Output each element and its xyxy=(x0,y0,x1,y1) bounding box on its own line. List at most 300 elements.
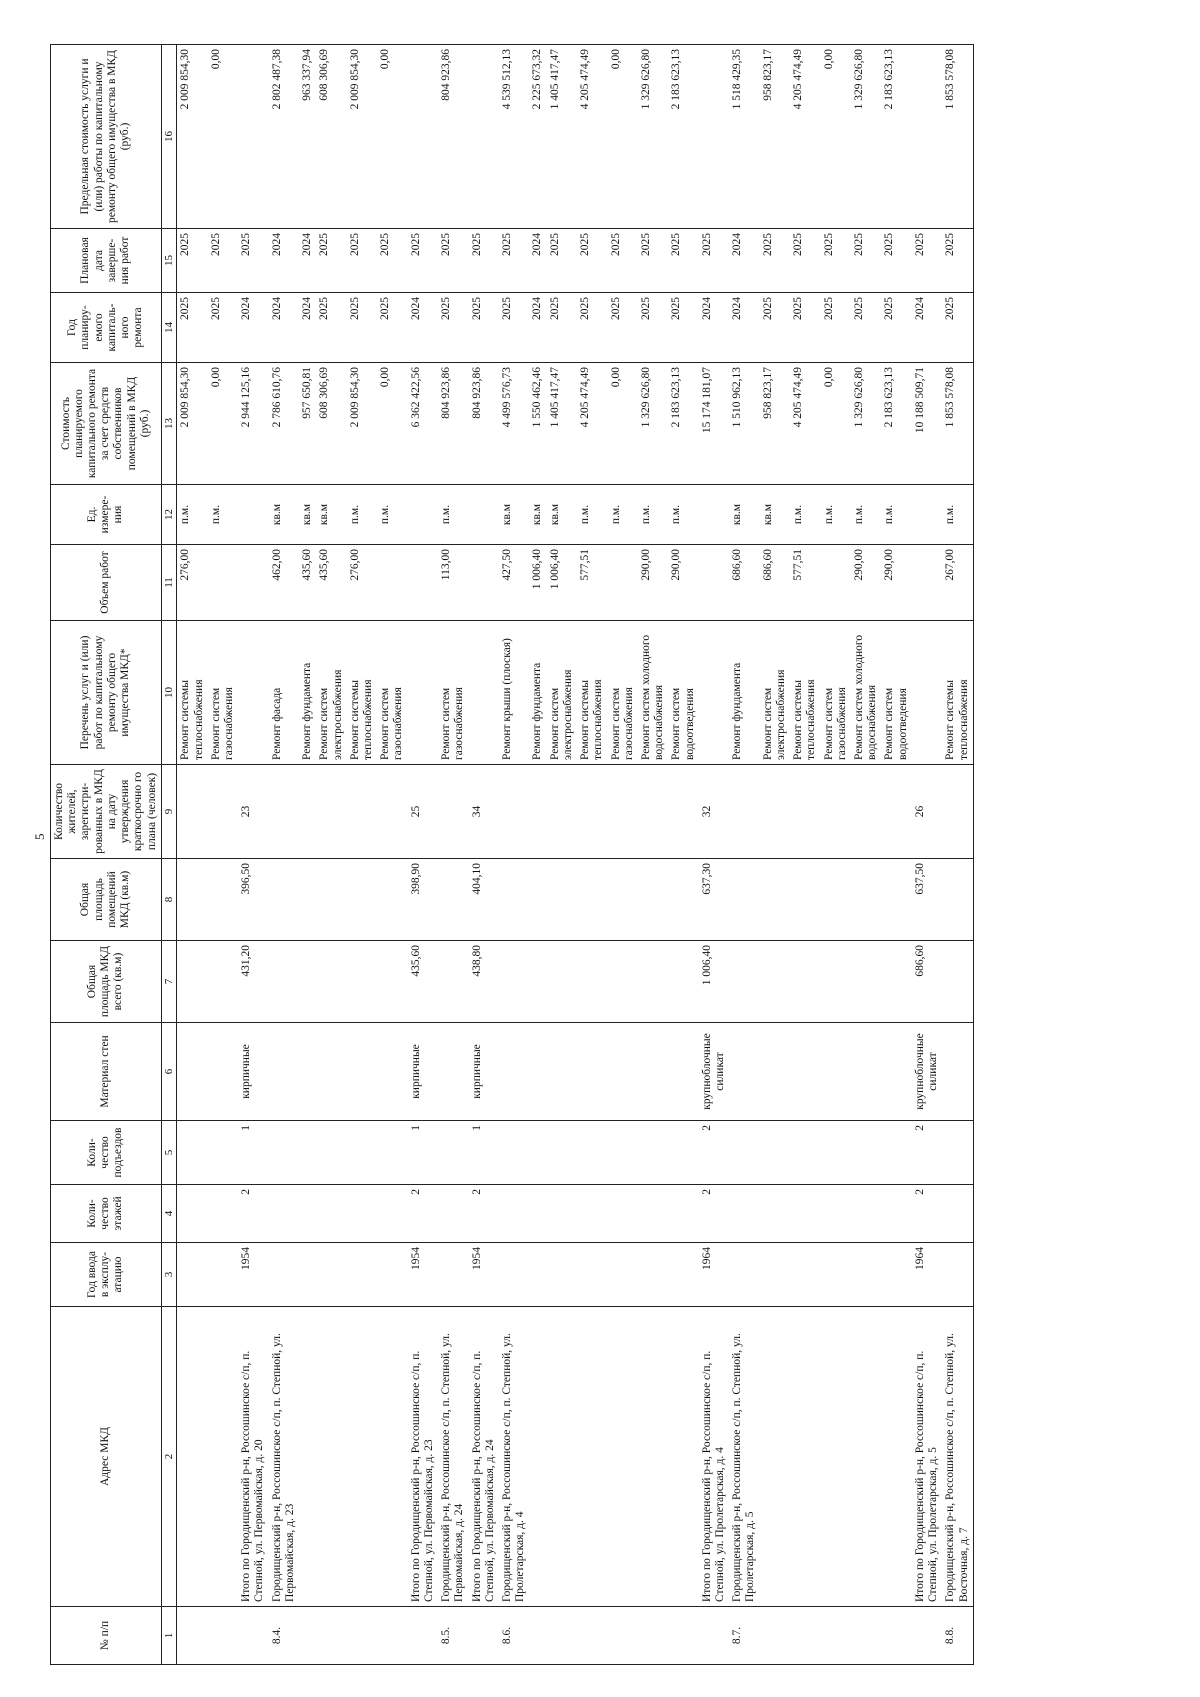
table-cell: 0,00 xyxy=(821,45,851,229)
table-cell xyxy=(577,1023,607,1121)
column-number: 3 xyxy=(161,1243,177,1307)
table-cell xyxy=(851,1185,881,1243)
table-cell: п.м. xyxy=(208,485,238,545)
table-cell: Ремонт систем водоотведения xyxy=(881,621,911,765)
table-cell xyxy=(299,1121,316,1185)
table-row-total xyxy=(699,45,729,1665)
table-row xyxy=(438,45,468,1665)
column-header: Стоимость планируемого капитального ремонта за счет средств собственников помещений в МКД (руб.) xyxy=(51,363,162,485)
table-cell: 1 006,40 xyxy=(547,545,577,621)
table-cell: Ремонт системы теплоснабжения xyxy=(790,621,820,765)
repair-plan-table xyxy=(50,44,974,1665)
table-cell xyxy=(608,1121,638,1185)
table-cell xyxy=(269,1023,299,1121)
table-cell xyxy=(790,1607,820,1665)
table-cell: 1 853 578,08 xyxy=(942,45,973,229)
table-cell xyxy=(316,1185,346,1243)
table-row xyxy=(499,45,529,1665)
table-cell xyxy=(177,859,208,941)
table-cell: 2 xyxy=(238,1185,268,1243)
table-cell xyxy=(760,941,790,1023)
table-cell xyxy=(547,1023,577,1121)
table-cell: 1 405 417,47 xyxy=(547,45,577,229)
table-cell xyxy=(408,485,438,545)
table-cell: 2 009 854,30 xyxy=(347,363,377,485)
table-cell xyxy=(638,1243,668,1307)
table-cell xyxy=(821,859,851,941)
table-cell xyxy=(299,1185,316,1243)
table-cell xyxy=(760,1307,790,1607)
table-cell: кв.м xyxy=(760,485,790,545)
table-cell xyxy=(821,1307,851,1607)
table-cell: 2025 xyxy=(942,229,973,293)
table-cell xyxy=(881,941,911,1023)
table-cell xyxy=(269,1121,299,1185)
table-cell xyxy=(299,859,316,941)
column-number: 4 xyxy=(161,1185,177,1243)
table-cell: 1 xyxy=(238,1121,268,1185)
table-cell xyxy=(299,765,316,859)
table-cell: 686,60 xyxy=(760,545,790,621)
table-cell: 2025 xyxy=(469,293,499,363)
table-cell xyxy=(408,621,438,765)
column-header: Объем работ xyxy=(51,545,162,621)
column-number-row xyxy=(161,45,177,1665)
table-cell: 2024 xyxy=(729,229,759,293)
table-cell xyxy=(238,621,268,765)
table-cell xyxy=(529,1243,546,1307)
table-cell: Ремонт фундамента xyxy=(729,621,759,765)
table-cell: 2 xyxy=(699,1185,729,1243)
table-cell xyxy=(377,1307,407,1607)
table-cell: 0,00 xyxy=(377,363,407,485)
column-number: 7 xyxy=(161,941,177,1023)
table-cell: Ремонт систем газоснабжения xyxy=(208,621,238,765)
table-cell: Ремонт систем газоснабжения xyxy=(608,621,638,765)
table-cell xyxy=(790,1023,820,1121)
table-cell: п.м. xyxy=(821,485,851,545)
table-cell xyxy=(851,1607,881,1665)
table-cell: 2025 xyxy=(547,229,577,293)
table-cell: 1 329 626,80 xyxy=(851,363,881,485)
table-cell xyxy=(529,765,546,859)
table-cell xyxy=(438,1185,468,1243)
table-cell xyxy=(790,1121,820,1185)
table-cell xyxy=(299,1607,316,1665)
table-cell: п.м. xyxy=(668,485,698,545)
table-cell: Городищенский р-н, Россошинское с/п, п. Степной, ул. Первомайская, д. 24 xyxy=(438,1307,468,1607)
table-cell: 0,00 xyxy=(821,363,851,485)
table-cell xyxy=(438,1121,468,1185)
table-cell xyxy=(347,1307,377,1607)
table-cell xyxy=(577,1607,607,1665)
table-cell: Ремонт систем холодного водоснабжения xyxy=(638,621,668,765)
table-cell: 1 518 429,35 xyxy=(729,45,759,229)
table-cell xyxy=(729,1243,759,1307)
table-cell: 2025 xyxy=(760,293,790,363)
table-cell xyxy=(760,1023,790,1121)
table-cell: 2025 xyxy=(316,229,346,293)
table-cell xyxy=(668,1185,698,1243)
table-cell xyxy=(577,1121,607,1185)
table-cell xyxy=(347,765,377,859)
table-cell: 8.5. xyxy=(438,1607,468,1665)
table-cell: 2024 xyxy=(299,293,316,363)
table-cell: 2025 xyxy=(499,229,529,293)
table-cell xyxy=(668,1307,698,1607)
table-cell: 577,51 xyxy=(790,545,820,621)
table-cell: 0,00 xyxy=(208,45,238,229)
table-cell: 2024 xyxy=(729,293,759,363)
table-cell: 1 xyxy=(408,1121,438,1185)
table-cell xyxy=(299,1023,316,1121)
table-cell: п.м. xyxy=(577,485,607,545)
table-cell: 2025 xyxy=(881,293,911,363)
table-cell: 2025 xyxy=(668,293,698,363)
table-cell xyxy=(851,1121,881,1185)
table-cell: 0,00 xyxy=(608,45,638,229)
column-number: 5 xyxy=(161,1121,177,1185)
table-cell xyxy=(438,1023,468,1121)
table-cell xyxy=(438,1243,468,1307)
table-cell: 608 306,69 xyxy=(316,363,346,485)
table-row xyxy=(851,45,881,1665)
table-cell: Ремонт системы теплоснабжения xyxy=(177,621,208,765)
table-cell: Ремонт систем газоснабжения xyxy=(377,621,407,765)
table-cell: 4 205 474,49 xyxy=(790,45,820,229)
table-cell xyxy=(821,1185,851,1243)
table-cell: 2025 xyxy=(821,293,851,363)
table-cell xyxy=(881,1185,911,1243)
table-cell xyxy=(529,1307,546,1607)
table-cell xyxy=(347,1121,377,1185)
table-cell xyxy=(790,1243,820,1307)
table-cell xyxy=(942,1023,973,1121)
table-cell: 404,10 xyxy=(469,859,499,941)
table-cell: 2025 xyxy=(608,229,638,293)
table-cell: 686,60 xyxy=(729,545,759,621)
table-cell xyxy=(177,1243,208,1307)
table-row xyxy=(638,45,668,1665)
table-cell: 1964 xyxy=(912,1243,942,1307)
table-cell: 290,00 xyxy=(638,545,668,621)
table-cell: п.м. xyxy=(347,485,377,545)
table-cell xyxy=(438,941,468,1023)
table-cell xyxy=(577,1243,607,1307)
table-cell xyxy=(608,1243,638,1307)
table-cell: 2025 xyxy=(790,293,820,363)
table-cell: Ремонт систем электроснабжения xyxy=(547,621,577,765)
table-cell xyxy=(208,1023,238,1121)
table-cell xyxy=(347,1023,377,1121)
table-cell xyxy=(577,941,607,1023)
table-cell: кв.м xyxy=(547,485,577,545)
table-cell xyxy=(377,1121,407,1185)
table-cell xyxy=(438,859,468,941)
repair-plan-table-container xyxy=(50,45,1118,1665)
column-header: Год планиру- емого капиталь- ного ремонта xyxy=(51,293,162,363)
column-header: Плановая дата заверше- ния работ xyxy=(51,229,162,293)
table-row xyxy=(577,45,607,1665)
table-cell xyxy=(912,621,942,765)
table-cell: п.м. xyxy=(942,485,973,545)
table-cell xyxy=(608,941,638,1023)
table-cell: Ремонт систем холодного водоснабжения xyxy=(851,621,881,765)
table-row xyxy=(942,45,973,1665)
table-cell xyxy=(851,1023,881,1121)
table-cell: 276,00 xyxy=(347,545,377,621)
table-cell: Ремонт систем газоснабжения xyxy=(821,621,851,765)
table-cell xyxy=(177,1185,208,1243)
column-number: 6 xyxy=(161,1023,177,1121)
table-cell xyxy=(851,765,881,859)
table-cell: 25 xyxy=(408,765,438,859)
table-cell: 2025 xyxy=(316,293,346,363)
column-number: 12 xyxy=(161,485,177,545)
table-cell xyxy=(942,1243,973,1307)
table-cell xyxy=(299,1307,316,1607)
table-cell xyxy=(608,765,638,859)
table-cell: 1 xyxy=(469,1121,499,1185)
table-cell: 276,00 xyxy=(177,545,208,621)
table-cell xyxy=(469,1607,499,1665)
table-cell xyxy=(238,1607,268,1665)
table-cell xyxy=(316,859,346,941)
column-header: Общая площадь помещений МКД (кв.м) xyxy=(51,859,162,941)
column-header: Общая площадь МКД всего (кв.м) xyxy=(51,941,162,1023)
table-cell: 2025 xyxy=(638,229,668,293)
table-cell: 2024 xyxy=(912,293,942,363)
table-cell: 1954 xyxy=(238,1243,268,1307)
table-cell xyxy=(269,1185,299,1243)
table-cell: 2 183 623,13 xyxy=(668,363,698,485)
table-cell: Ремонт фундамента xyxy=(529,621,546,765)
table-cell xyxy=(269,765,299,859)
table-cell xyxy=(821,1607,851,1665)
table-cell xyxy=(608,1607,638,1665)
table-cell: 2025 xyxy=(177,293,208,363)
table-cell xyxy=(316,1607,346,1665)
table-cell xyxy=(499,1185,529,1243)
column-header: Коли- чество подъездов xyxy=(51,1121,162,1185)
table-cell xyxy=(881,859,911,941)
table-cell: 2025 xyxy=(577,229,607,293)
table-cell: 2 xyxy=(699,1121,729,1185)
table-header-row xyxy=(51,45,162,1665)
column-header: Год ввода в эксплу- атацию xyxy=(51,1243,162,1307)
table-cell: 2 xyxy=(469,1185,499,1243)
table-cell xyxy=(821,1121,851,1185)
table-cell xyxy=(881,1243,911,1307)
table-cell: 2025 xyxy=(760,229,790,293)
table-cell: 2024 xyxy=(269,293,299,363)
table-cell xyxy=(347,859,377,941)
table-cell: 1964 xyxy=(699,1243,729,1307)
table-cell: 8.6. xyxy=(499,1607,529,1665)
table-cell xyxy=(668,765,698,859)
table-cell: 4 205 474,49 xyxy=(577,45,607,229)
table-cell xyxy=(547,765,577,859)
table-cell xyxy=(316,1243,346,1307)
table-cell xyxy=(760,1243,790,1307)
table-cell: 2 xyxy=(408,1185,438,1243)
table-cell xyxy=(469,45,499,229)
table-cell xyxy=(547,1121,577,1185)
table-cell: 0,00 xyxy=(377,45,407,229)
table-cell: 431,20 xyxy=(238,941,268,1023)
table-cell xyxy=(499,1023,529,1121)
column-header: Адрес МКД xyxy=(51,1307,162,1607)
table-cell xyxy=(638,941,668,1023)
table-cell xyxy=(208,1185,238,1243)
table-cell: 396,50 xyxy=(238,859,268,941)
table-cell: 637,30 xyxy=(699,859,729,941)
table-cell: Ремонт фасада xyxy=(269,621,299,765)
table-cell: 1 006,40 xyxy=(699,941,729,1023)
table-row xyxy=(347,45,377,1665)
table-cell xyxy=(499,1243,529,1307)
table-cell: кирпичные xyxy=(469,1023,499,1121)
table-cell: кирпичные xyxy=(408,1023,438,1121)
table-cell: 1 006,40 xyxy=(529,545,546,621)
table-cell: 2025 xyxy=(469,229,499,293)
table-cell: 4 205 474,49 xyxy=(790,363,820,485)
table-cell xyxy=(942,1121,973,1185)
table-cell xyxy=(408,1607,438,1665)
table-cell xyxy=(408,45,438,229)
table-cell: Городищенский р-н, Россошинское с/п, п. Степной, ул. Пролетарская, д. 4 xyxy=(499,1307,529,1607)
table-cell: кв.м xyxy=(529,485,546,545)
table-cell xyxy=(760,859,790,941)
table-cell: 2025 xyxy=(668,229,698,293)
table-cell: Городищенский р-н, Россошинское с/п, п. Степной, ул. Пролетарская, д. 5 xyxy=(729,1307,759,1607)
table-cell: 577,51 xyxy=(577,545,607,621)
table-cell xyxy=(729,765,759,859)
table-cell: п.м. xyxy=(638,485,668,545)
table-cell: п.м. xyxy=(881,485,911,545)
table-cell xyxy=(851,941,881,1023)
table-cell xyxy=(729,941,759,1023)
table-cell xyxy=(499,941,529,1023)
table-cell: 2 944 125,16 xyxy=(238,363,268,485)
table-cell: 2025 xyxy=(347,229,377,293)
table-cell xyxy=(377,1243,407,1307)
table-cell: 1 510 962,13 xyxy=(729,363,759,485)
table-cell xyxy=(638,1607,668,1665)
table-cell: 2 xyxy=(912,1185,942,1243)
table-cell: 2024 xyxy=(529,293,546,363)
table-cell xyxy=(177,1023,208,1121)
column-header: Ед. измере- ния xyxy=(51,485,162,545)
column-header: Предельная стоимость услуги и (или) работы по капитальному ремонту общего имущества в МКД (руб.) xyxy=(51,45,162,229)
table-cell: Итого по Городищенский р-н, Россошинское с/п, п. Степной, ул. Первомайская, д. 20 xyxy=(238,1307,268,1607)
table-cell xyxy=(529,1185,546,1243)
table-cell: п.м. xyxy=(608,485,638,545)
table-cell: 2 786 610,76 xyxy=(269,363,299,485)
table-cell xyxy=(821,1243,851,1307)
table-cell: 608 306,69 xyxy=(316,45,346,229)
table-cell xyxy=(881,1607,911,1665)
table-cell: кв.м xyxy=(299,485,316,545)
table-cell: 2025 xyxy=(377,293,407,363)
table-cell: 2025 xyxy=(208,293,238,363)
table-cell: кв.м xyxy=(269,485,299,545)
table-cell xyxy=(668,1121,698,1185)
table-cell xyxy=(881,1121,911,1185)
table-cell xyxy=(529,1121,546,1185)
table-row xyxy=(760,45,790,1665)
table-cell xyxy=(377,765,407,859)
table-cell xyxy=(638,1121,668,1185)
table-cell xyxy=(729,1185,759,1243)
table-cell xyxy=(699,545,729,621)
table-row xyxy=(881,45,911,1665)
table-cell: 1 329 626,80 xyxy=(638,45,668,229)
table-cell: 2025 xyxy=(347,293,377,363)
table-cell: 2025 xyxy=(577,293,607,363)
table-cell: Ремонт систем электроснабжения xyxy=(316,621,346,765)
table-cell xyxy=(269,941,299,1023)
table-cell xyxy=(408,545,438,621)
table-cell xyxy=(208,859,238,941)
table-cell xyxy=(729,1023,759,1121)
table-cell xyxy=(529,1607,546,1665)
table-cell: п.м. xyxy=(790,485,820,545)
table-cell xyxy=(608,859,638,941)
column-number: 9 xyxy=(161,765,177,859)
table-cell xyxy=(529,1023,546,1121)
table-cell: 4 205 474,49 xyxy=(577,363,607,485)
table-cell: 958 823,17 xyxy=(760,45,790,229)
table-cell xyxy=(177,765,208,859)
table-cell: кирпичные xyxy=(238,1023,268,1121)
table-cell: 2 225 673,32 xyxy=(529,45,546,229)
table-cell xyxy=(316,765,346,859)
table-cell xyxy=(821,941,851,1023)
table-cell: 2 xyxy=(912,1121,942,1185)
table-cell: 1 329 626,80 xyxy=(638,363,668,485)
table-cell: 32 xyxy=(699,765,729,859)
table-row xyxy=(547,45,577,1665)
table-cell xyxy=(760,765,790,859)
table-cell xyxy=(790,765,820,859)
table-cell: 8.4. xyxy=(269,1607,299,1665)
table-cell xyxy=(316,1023,346,1121)
table-cell: 2025 xyxy=(821,229,851,293)
table-cell xyxy=(208,545,238,621)
table-cell: Ремонт систем газоснабжения xyxy=(438,621,468,765)
table-cell xyxy=(912,485,942,545)
table-cell: 1 329 626,80 xyxy=(851,45,881,229)
table-cell xyxy=(469,485,499,545)
table-cell: п.м. xyxy=(177,485,208,545)
table-cell xyxy=(469,545,499,621)
table-cell xyxy=(238,485,268,545)
column-number: 2 xyxy=(161,1307,177,1607)
table-cell: 6 362 422,56 xyxy=(408,363,438,485)
table-row xyxy=(269,45,299,1665)
table-cell: 2024 xyxy=(529,229,546,293)
table-row xyxy=(208,45,238,1665)
table-cell: 290,00 xyxy=(881,545,911,621)
table-row xyxy=(608,45,638,1665)
table-cell: 267,00 xyxy=(942,545,973,621)
table-cell: Ремонт систем электроснабжения xyxy=(760,621,790,765)
table-cell xyxy=(547,1185,577,1243)
table-cell: 2024 xyxy=(299,229,316,293)
table-cell xyxy=(377,1607,407,1665)
table-cell: 2024 xyxy=(699,293,729,363)
